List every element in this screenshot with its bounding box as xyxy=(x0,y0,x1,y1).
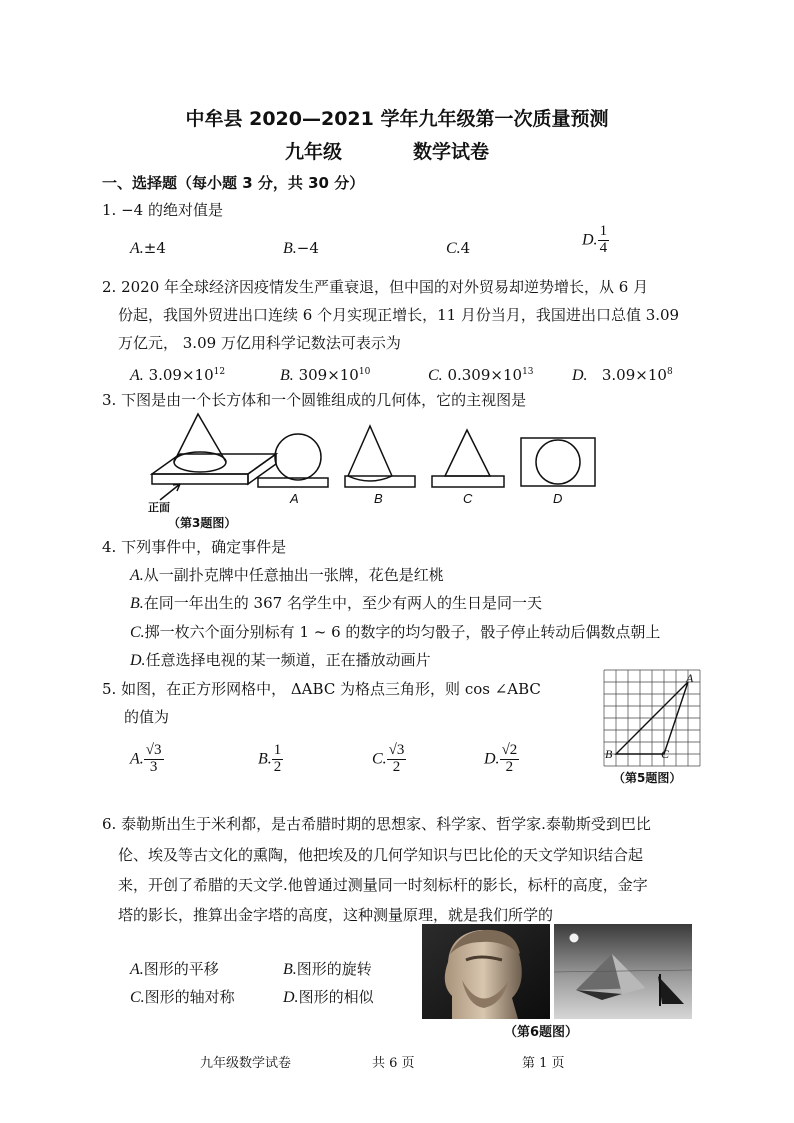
q4-option-c: C.掷一枚六个面分别标有 1 ~ 6 的数字的均匀骰子，骰子停止转动后偶数点朝上 xyxy=(130,623,661,641)
q6-option-a: A.图形的平移 xyxy=(130,960,219,978)
label-a: A xyxy=(290,491,299,506)
q2-option-c: C. $0.309\times 10^{13}$ xyxy=(428,366,534,384)
q4-option-a: A.从一副扑克牌中任意抽出一张牌，花色是红桃 xyxy=(130,566,444,584)
q5-line-1: 5. 如图，在正方形网格中， ΔABC 为格点三角形，则 cos ∠ABC xyxy=(102,680,541,698)
q1-fraction: $\frac{1}{4}$ xyxy=(599,223,608,256)
q6-option-b: B.图形的旋转 xyxy=(283,960,372,978)
section-heading: 一、选择题（每小题 3 分，共 30 分） xyxy=(102,174,365,192)
q6-option-c: C.图形的轴对称 xyxy=(130,988,235,1006)
option-d-rect xyxy=(521,438,595,486)
q5-caption: （第5题图） xyxy=(613,771,682,785)
footer-total-pages: 共 6 页 xyxy=(372,1056,415,1071)
point-b-label: B xyxy=(605,747,613,761)
footer-left: 九年级数学试卷 xyxy=(200,1056,292,1071)
q4-option-b: B.在同一年出生的 367 名学生中，至少有两人的生日是同一天 xyxy=(130,594,542,612)
q1-option-a: A.±4 xyxy=(130,239,166,257)
q6-line-1: 6. 泰勒斯出生于米利都，是古希腊时期的思想家、科学家、哲学家.泰勒斯受到巴比 xyxy=(102,815,651,833)
option-c-base xyxy=(432,476,504,487)
q2-line-3: 万亿元， 3.09 万亿用科学记数法可表示为 xyxy=(118,334,401,352)
label-b: B xyxy=(374,491,383,506)
option-b-cone xyxy=(348,426,392,476)
q2-option-b: B. $309\times 10^{10}$ xyxy=(280,366,371,384)
subject-label: 数学试卷 xyxy=(413,141,490,163)
q6-line-2: 伦、埃及等古文化的熏陶，他把埃及的几何学知识与巴比伦的天文学知识结合起 xyxy=(118,846,644,864)
q3-caption: （第3题图） xyxy=(168,516,237,530)
option-d-circle xyxy=(536,440,580,484)
q4-stem: 4. 下列事件中，确定事件是 xyxy=(102,538,287,556)
option-a-circle xyxy=(275,434,321,480)
q5-option-c: C. $\frac{√3}{2}$ xyxy=(372,742,405,775)
box-side xyxy=(248,454,276,484)
front-arrow xyxy=(160,484,180,500)
thales-picture xyxy=(422,924,692,1019)
q6-caption: （第6题图） xyxy=(504,1025,579,1040)
q1-option-c: C.4 xyxy=(446,239,471,257)
box-front xyxy=(152,474,248,484)
q1-stem: 1. −4 的绝对值是 xyxy=(102,201,223,219)
q1-option-d: D. $\frac{1}{4}$ xyxy=(582,223,608,256)
q2-option-d: D. $3.09\times 10^8$ xyxy=(572,366,673,384)
q6-line-4: 塔的影长，推算出金字塔的高度，这种测量原理，就是我们所学的 xyxy=(118,906,554,924)
cone-base xyxy=(174,452,226,472)
q3-stem: 3. 下图是由一个长方体和一个圆锥组成的几何体，它的主视图是 xyxy=(102,391,527,409)
q6-option-d: D.图形的相似 xyxy=(283,988,374,1006)
q4-option-d: D.任意选择电视的某一频道，正在播放动画片 xyxy=(130,651,431,669)
point-a-label: A xyxy=(686,671,694,685)
option-c-triangle xyxy=(445,430,490,476)
front-label: 正面 xyxy=(148,501,170,514)
q2-option-a: A. $3.09\times 10^{12}$ xyxy=(130,366,226,384)
q5-option-d: D. $\frac{√2}{2}$ xyxy=(484,742,518,775)
q2-line-1: 2. 2020 年全球经济因疫情发生严重衰退，但中国的对外贸易却逆势增长，从 6 月 xyxy=(102,278,649,296)
q6-line-3: 来，开创了希腊的天文学.他曾通过测量同一时刻标杆的影长，标杆的高度，金字 xyxy=(118,876,648,894)
label-c: C xyxy=(463,491,473,506)
q5-option-b: B. $\frac{1}{2}$ xyxy=(258,742,282,775)
option-b-base xyxy=(345,476,415,487)
grade-label: 九年级 xyxy=(285,141,343,163)
exam-title: 中牟县 2020—2021 学年九年级第一次质量预测 xyxy=(185,108,609,130)
q1-option-b: B.−4 xyxy=(283,239,319,257)
sun xyxy=(569,933,579,943)
point-c-label: C xyxy=(661,747,670,761)
q2-line-2: 份起，我国外贸进出口连续 6 个月实现正增长，11 月份当月，我国进出口总值 3.09 xyxy=(118,306,680,324)
q5-line-2: 的值为 xyxy=(124,708,170,726)
footer-page-number: 第 1 页 xyxy=(522,1056,565,1071)
q5-grid-figure xyxy=(604,670,700,766)
label-d: D xyxy=(553,491,563,506)
q5-option-a: A. $\frac{√3}{3}$ xyxy=(130,742,162,775)
